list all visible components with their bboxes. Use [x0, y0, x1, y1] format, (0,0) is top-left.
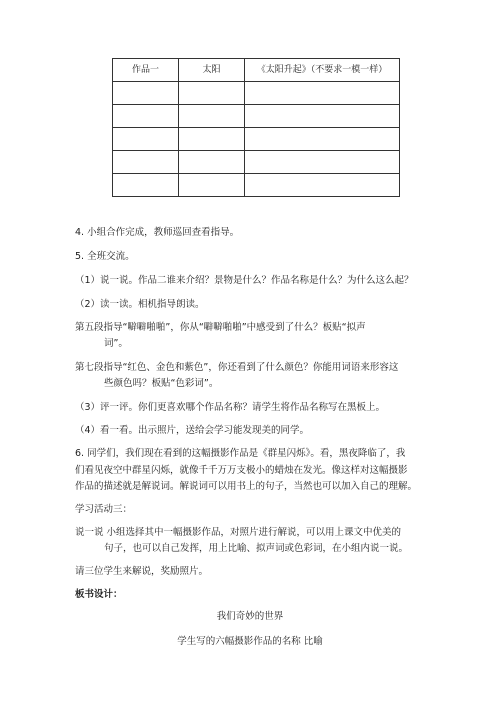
table-cell	[245, 105, 400, 128]
question-3: （3）评一评。你们更喜欢哪个作品名称？请学生将作品名称写在黑板上。	[75, 402, 386, 413]
step-6-line-2: 们看见夜空中群星闪烁，就像千千万万支极小的蜡烛在发光。像这样对这幅摄影	[75, 465, 408, 476]
table-cell	[179, 82, 245, 105]
step-6-line-3: 作品的描述就是解说词。解说词可以用书上的句子，当然也可以加入自己的理解。	[75, 481, 418, 492]
table-header-cell: 作品一	[113, 59, 179, 82]
table-cell	[113, 82, 179, 105]
table-cell	[245, 174, 400, 197]
paragraph-5-guidance: 第五段指导“噼噼啪啪”，你从“噼噼啪啪”中感受到了什么？板贴“拟声	[75, 322, 366, 333]
table-cell	[179, 105, 245, 128]
table-header-cell: 《太阳升起》（不要求一模一样）	[245, 59, 400, 82]
table-header-cell: 太阳	[179, 59, 245, 82]
step-6: 6. 同学们，我们现在看到的这幅摄影作品是《群星闪烁》。看，黑夜降临了，我	[75, 448, 406, 459]
table-cell	[179, 151, 245, 174]
table-cell	[179, 128, 245, 151]
board-line: 学生写的六幅摄影作品的名称 比喻	[177, 636, 323, 647]
say-it-instruction: 说一说 小组选择其中一幅摄影作品，对照片进行解说，可以用上课文中优美的	[75, 527, 402, 538]
table-cell	[113, 174, 179, 197]
table-row	[113, 82, 400, 105]
table-row	[113, 174, 400, 197]
table-row	[113, 151, 400, 174]
say-it-instruction-cont: 句子，也可以自己发挥，用上比喻、拟声词或色彩词，在小组内说一说。	[104, 543, 409, 554]
table-row	[113, 105, 400, 128]
table-cell	[245, 128, 400, 151]
table-row	[113, 128, 400, 151]
table-cell	[113, 128, 179, 151]
question-1: （1）说一说。作品二谁来介绍？景物是什么？作品名称是什么？为什么这么起？	[75, 275, 414, 286]
board-design-heading: 板书设计：	[75, 589, 123, 600]
invite-students: 请三位学生来解说，奖励照片。	[75, 566, 209, 577]
paragraph-7-guidance-cont: 些颜色吗？板贴“色彩词”。	[104, 378, 219, 389]
works-table	[112, 58, 400, 197]
step-4: 4. 小组合作完成，教师巡回查看指导。	[75, 227, 240, 238]
activity-3-heading: 学习活动三：	[75, 504, 133, 515]
board-title: 我们奇妙的世界	[216, 611, 284, 622]
table-cell	[113, 105, 179, 128]
question-4: （4）看一看。出示照片，送给会学习能发现美的同学。	[75, 425, 310, 436]
table-cell	[179, 174, 245, 197]
question-2: （2）读一读。相机指导朗读。	[75, 299, 205, 310]
step-5: 5. 全班交流。	[75, 251, 135, 262]
table-cell	[245, 82, 400, 105]
paragraph-7-guidance: 第七段指导“红色、金色和紫色”，你还看到了什么颜色？你能用词语来形容这	[75, 362, 399, 373]
paragraph-5-guidance-cont: 词”。	[104, 338, 128, 349]
table-cell	[113, 151, 179, 174]
table-header-row	[113, 59, 400, 82]
table-cell	[245, 151, 400, 174]
